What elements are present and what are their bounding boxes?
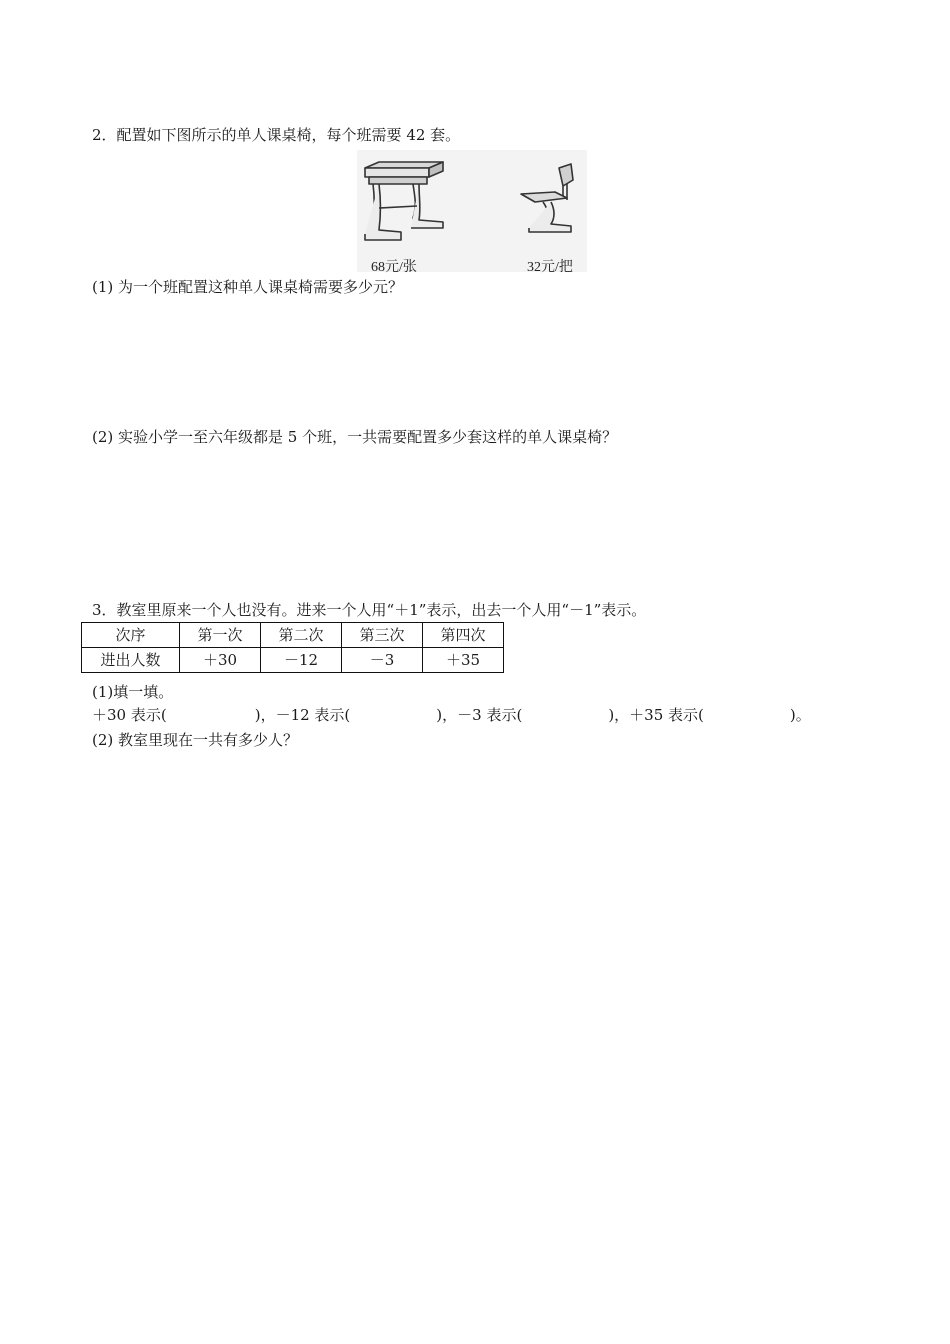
table-header-cell: 次序 xyxy=(82,623,180,648)
table-header-cell: 第三次 xyxy=(342,623,423,648)
table-header-cell: 第二次 xyxy=(261,623,342,648)
fill-segment: )，＋35 表示( xyxy=(608,706,704,724)
table-header-cell: 第四次 xyxy=(423,623,504,648)
table-row xyxy=(82,648,504,673)
fill-segment: )，－3 表示( xyxy=(436,706,523,724)
fill-segment: )。 xyxy=(789,706,811,724)
question-3-title: 3．教室里原来一个人也没有。进来一个人用“＋1”表示，出去一个人用“－1”表示。 xyxy=(92,601,647,619)
table-cell: －12 xyxy=(261,648,342,673)
question-3-part-1: (1)填一填。 xyxy=(92,683,174,701)
table-header-row xyxy=(82,623,504,648)
chair-icon xyxy=(521,164,573,232)
desk-chair-figure xyxy=(357,150,587,275)
chair-price-label: 32元/把 xyxy=(527,260,573,275)
people-count-table xyxy=(81,622,504,673)
table-cell: 进出人数 xyxy=(82,648,180,673)
table-cell: ＋35 xyxy=(423,648,504,673)
desk-price-label: 68元/张 xyxy=(371,260,417,275)
question-2-part-1: (1) 为一个班配置这种单人课桌椅需要多少元？ xyxy=(92,278,404,296)
question-3-part-2: (2) 教室里现在一共有多少人？ xyxy=(92,731,299,749)
question-3-fill-blanks xyxy=(92,706,811,724)
question-2-part-2: (2) 实验小学一至六年级都是 5 个班，一共需要配置多少套这样的单人课桌椅？ xyxy=(92,428,618,446)
desk-chair-illustration xyxy=(357,150,587,272)
fill-segment: )，－12 表示( xyxy=(254,706,351,724)
table-cell: －3 xyxy=(342,648,423,673)
fill-segment: ＋30 表示( xyxy=(92,706,167,724)
table-cell: ＋30 xyxy=(180,648,261,673)
question-2-title: 2．配置如下图所示的单人课桌椅，每个班需要 42 套。 xyxy=(92,126,461,144)
desk-icon xyxy=(365,162,443,240)
table-header-cell: 第一次 xyxy=(180,623,261,648)
